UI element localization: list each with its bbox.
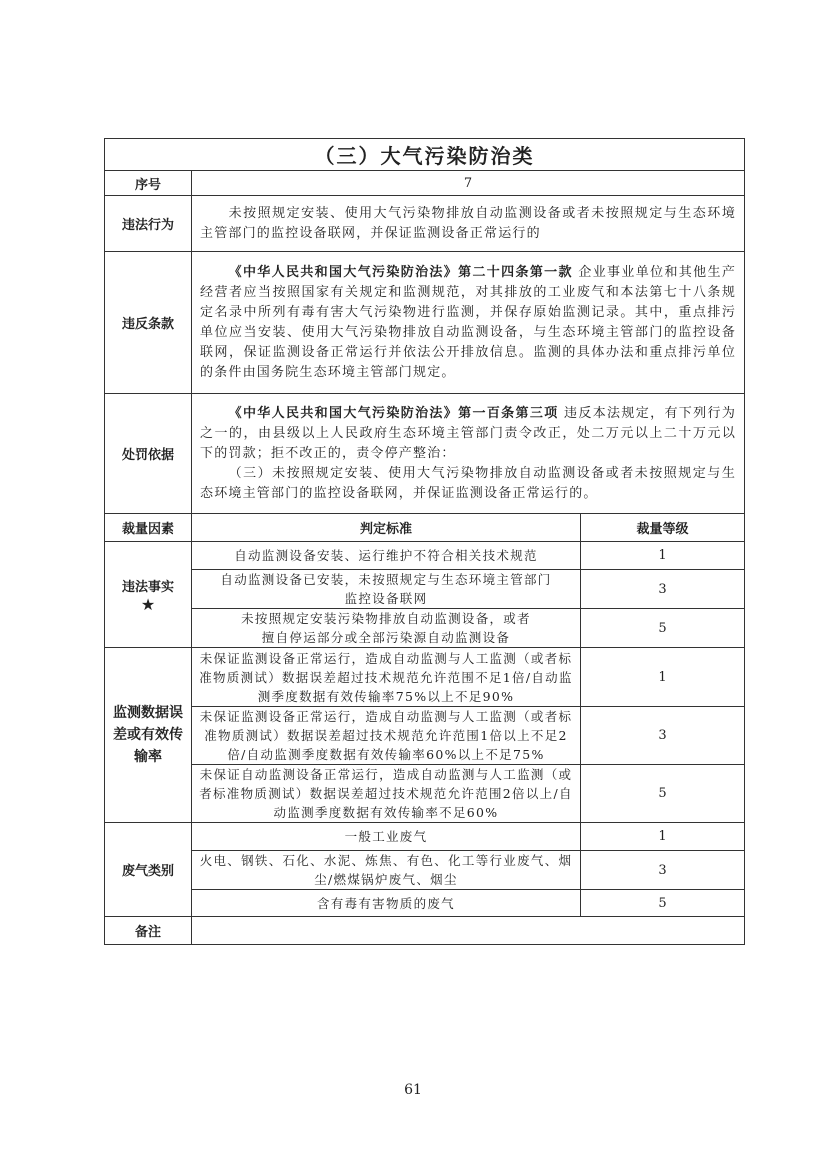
factor-header: 裁量因素	[105, 514, 192, 542]
clause-label: 违反条款	[105, 252, 192, 394]
level-cell: 5	[581, 609, 745, 648]
standard-header: 判定标准	[192, 514, 581, 542]
standard-cell: 未保证监测设备正常运行，造成自动监测与人工监测（或者标准物质测试）数据误差超过技术规范允许范围1倍以上不足2倍/自动监测季度数据有效传输率60%以上不足75%	[192, 707, 581, 765]
page-number: 61	[404, 1082, 422, 1098]
clause-law-title: 《中华人民共和国大气污染防治法》第二十四条第一款	[228, 264, 573, 280]
clause-text: 企业事业单位和其他生产经营者应当按照国家有关规定和监测规范，对其排放的工业废气和本法第七十八条规定名录中所列有毒有害大气污染物进行监测，并保存原始监测记录。其中，重点排污单位应当安装、使用大气污染物排放自动监测设备，与生态环境主管部门的监控设备联网，保证监测设备正常运行并依法公开排放信息。监测的具体办法和重点排污单位的条件由国务院生态环境主管部门规定。	[200, 264, 737, 380]
level-cell: 1	[581, 648, 745, 707]
level-cell: 5	[581, 765, 745, 823]
standard-cell: 含有毒有害物质的废气	[192, 890, 581, 917]
level-cell: 1	[581, 823, 745, 851]
level-cell: 3	[581, 707, 745, 765]
remarks-value	[192, 917, 745, 945]
level-cell: 3	[581, 851, 745, 890]
seq-value: 7	[192, 171, 745, 196]
penalty-item: （三）未按照规定安装、使用大气污染物排放自动监测设备或者未按照规定与生态环境主管部门的监控设备联网，并保证监测设备正常运行的。	[200, 465, 737, 501]
level-cell: 3	[581, 570, 745, 609]
table-title: （三）大气污染防治类	[105, 139, 745, 171]
level-cell: 1	[581, 542, 745, 570]
behavior-label: 违法行为	[105, 196, 192, 252]
level-cell: 5	[581, 890, 745, 917]
standard-cell: 自动监测设备安装、运行维护不符合相关技术规范	[192, 542, 581, 570]
seq-label: 序号	[105, 171, 192, 196]
standard-cell: 火电、钢铁、石化、水泥、炼焦、有色、化工等行业废气、烟尘/燃煤锅炉废气、烟尘	[192, 851, 581, 890]
penalty-cell	[192, 394, 745, 514]
behavior-cell	[192, 196, 745, 252]
factor-label: 监测数据误差或有效传输率	[105, 648, 192, 823]
standard-cell: 未保证监测设备正常运行，造成自动监测与人工监测（或者标准物质测试）数据误差超过技术规范允许范围不足1倍/自动监测季度数据有效传输率75%以上不足90%	[192, 648, 581, 707]
penalty-text: 违反本法规定，有下列行为之一的，由县级以上人民政府生态环境主管部门责令改正，处二万元以上二十万元以下的罚款；拒不改正的，责令停产整治：	[200, 405, 737, 461]
factor-label	[105, 542, 192, 648]
factor-label: 废气类别	[105, 823, 192, 917]
standard-cell: 未保证自动监测设备正常运行，造成自动监测与人工监测（或者标准物质测试）数据误差超过技术规范允许范围2倍以上/自动监测季度数据有效传输率不足60%	[192, 765, 581, 823]
factor-label-text: 违法事实	[121, 579, 174, 595]
clause-cell	[192, 252, 745, 394]
standard-cell: 一般工业废气	[192, 823, 581, 851]
star-icon: ★	[140, 594, 156, 614]
penalty-label: 处罚依据	[105, 394, 192, 514]
standard-cell: 未按照规定安装污染物排放自动监测设备，或者擅自停运部分或全部污染源自动监测设备	[192, 609, 581, 648]
discretion-table	[104, 138, 745, 945]
penalty-law-title: 《中华人民共和国大气污染防治法》第一百条第三项	[228, 405, 559, 421]
standard-cell: 自动监测设备已安装，未按照规定与生态环境主管部门监控设备联网	[192, 570, 581, 609]
level-header: 裁量等级	[581, 514, 745, 542]
remarks-label: 备注	[105, 917, 192, 945]
behavior-text: 未按照规定安装、使用大气污染物排放自动监测设备或者未按照规定与生态环境主管部门的监控设备联网，并保证监测设备正常运行的	[200, 205, 737, 241]
